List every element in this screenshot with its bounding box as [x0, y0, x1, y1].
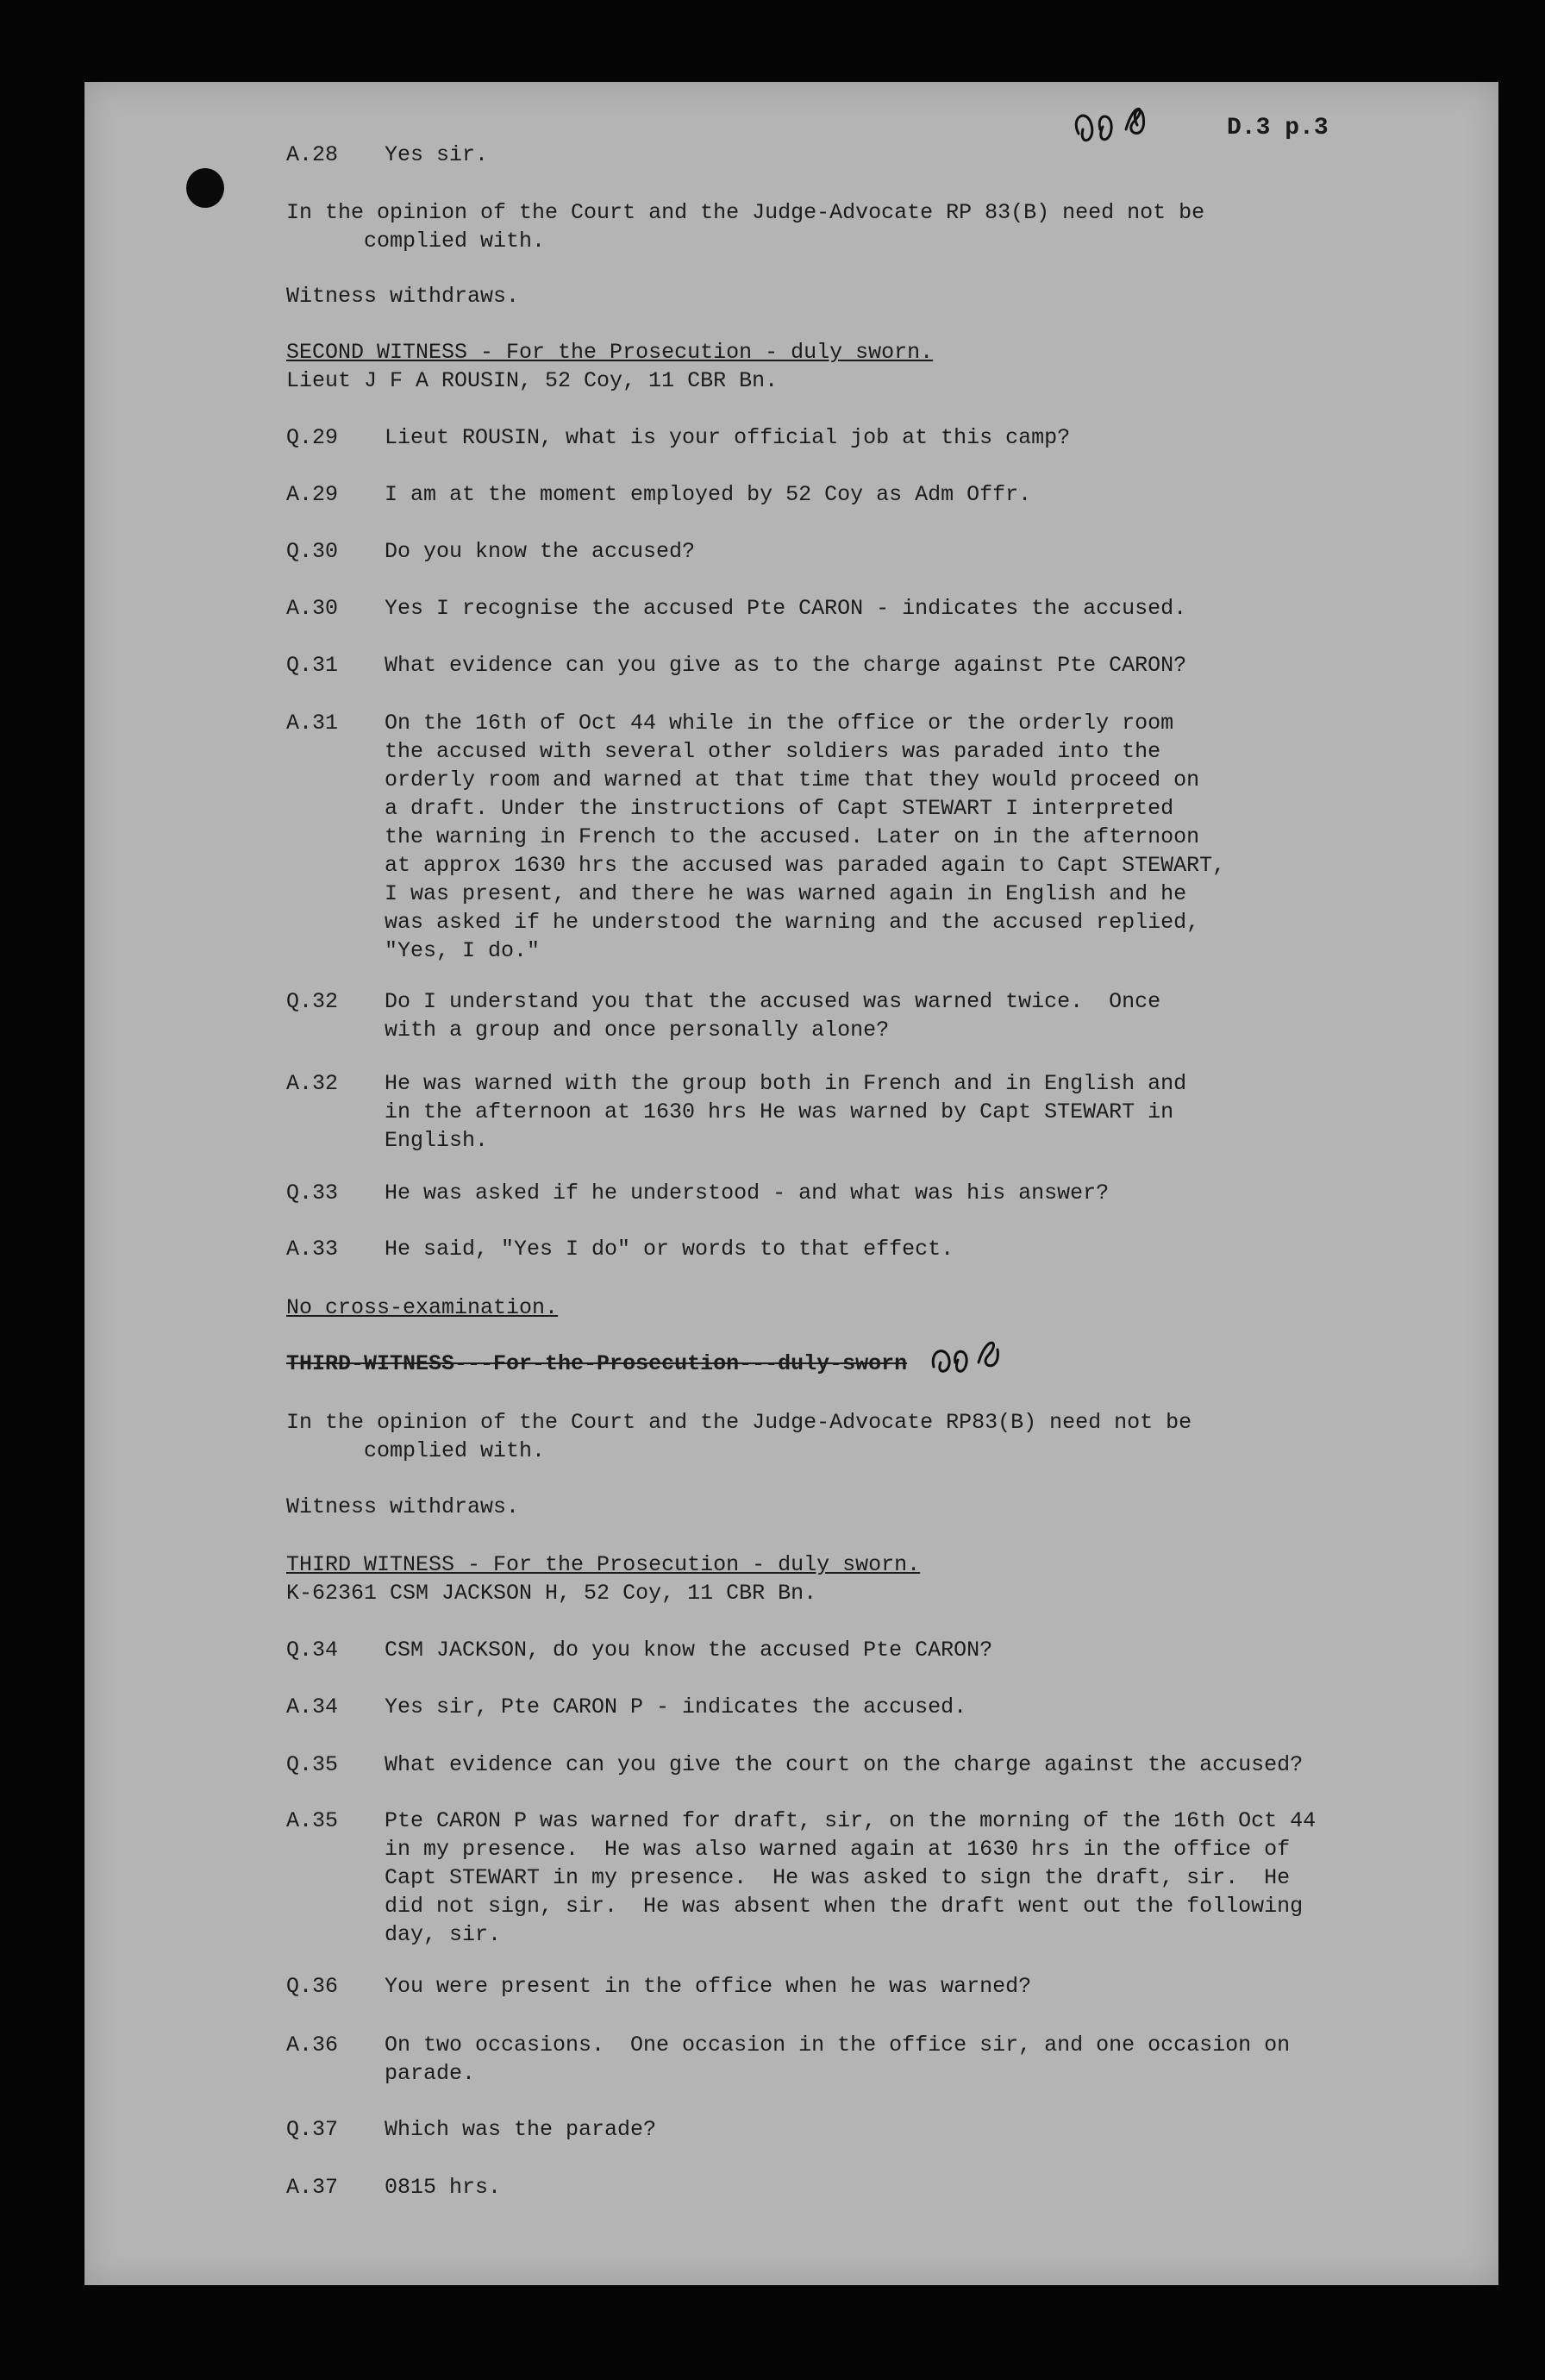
label-q35: Q.35 — [286, 1752, 339, 1777]
label-q37: Q.37 — [286, 2117, 339, 2142]
page-reference: D.3 p.3 — [1227, 115, 1329, 141]
label-a32: A.32 — [286, 1071, 339, 1096]
text-a35: Pte CARON P was warned for draft, sir, on the morning of the 16th Oct 44 in my presence. He was also warned again at 1630 hrs in the office of Capt STEWART in my presence. He was asked to sign the draft, sir. He did not sign, sir. He was absent when the draft went out the following day, sir. — [385, 1808, 1317, 1947]
text-a31: On the 16th of Oct 44 while in the office or the orderly room the accused with several other soldiers was paraded into the orderly room and warned at that time that they would proceed on a draft. Under the instructions of Capt STEWART I interpreted the warning in French to the accused. Later on in the afternoon at approx 1630 hrs the accused was paraded again to Capt STEWART, I was present, and there he was warned again in English and he was asked if he understood the warning and the accused replied, "Yes, I do." — [385, 711, 1226, 963]
witness-withdraws-2: Witness withdraws. — [286, 1494, 520, 1519]
third-witness-name: K-62361 CSM JACKSON H, 52 Coy, 11 CBR Bn. — [286, 1581, 817, 1606]
label-a36: A.36 — [286, 2032, 339, 2057]
text-a32: He was warned with the group both in French and in English and in the afternoon at 1630 hrs He was warned by Capt STEWART in English. — [385, 1071, 1187, 1153]
court-opinion-2: In the opinion of the Court and the Judge-Advocate RP83(B) need not be complied with. — [286, 1410, 1192, 1463]
text-q36: You were present in the office when he was warned? — [385, 1974, 1032, 1999]
punch-hole — [186, 168, 224, 208]
text-q34: CSM JACKSON, do you know the accused Pte CARON? — [385, 1638, 993, 1663]
text-q32: Do I understand you that the accused was warned twice. Once with a group and once personally alone? — [385, 989, 1161, 1043]
label-a37: A.37 — [286, 2175, 339, 2200]
label-a28: A.28 — [286, 142, 339, 167]
text-a33: He said, "Yes I do" or words to that effect. — [385, 1237, 954, 1262]
text-q33: He was asked if he understood - and what was his answer? — [385, 1181, 1110, 1206]
text-a34: Yes sir, Pte CARON P - indicates the accused. — [385, 1694, 967, 1719]
label-a34: A.34 — [286, 1694, 339, 1719]
second-witness-name: Lieut J F A ROUSIN, 52 Coy, 11 CBR Bn. — [286, 368, 779, 393]
court-opinion-1: In the opinion of the Court and the Judge-Advocate RP 83(B) need not be complied with. — [286, 200, 1205, 254]
label-q32: Q.32 — [286, 989, 339, 1014]
text-q31: What evidence can you give as to the charge against Pte CARON? — [385, 653, 1187, 678]
text-q35: What evidence can you give the court on the charge against the accused? — [385, 1752, 1304, 1777]
label-a33: A.33 — [286, 1237, 339, 1262]
text-q30: Do you know the accused? — [385, 539, 696, 564]
handwritten-initials — [1061, 82, 1191, 160]
handwritten-initials-2 — [925, 1324, 1029, 1384]
text-a29: I am at the moment employed by 52 Coy as Adm Offr. — [385, 482, 1032, 507]
label-q31: Q.31 — [286, 653, 339, 678]
label-a29: A.29 — [286, 482, 339, 507]
text-a30: Yes I recognise the accused Pte CARON - indicates the accused. — [385, 596, 1187, 621]
label-q34: Q.34 — [286, 1638, 339, 1663]
struck-third-witness: THIRD-WITNESS---For-the-Prosecution---duly-sworn — [286, 1351, 908, 1376]
no-cross-examination: No cross-examination. — [286, 1295, 559, 1320]
third-witness-heading: THIRD WITNESS - For the Prosecution - duly sworn. — [286, 1552, 921, 1577]
label-a30: A.30 — [286, 596, 339, 621]
label-a35: A.35 — [286, 1808, 339, 1833]
label-a31: A.31 — [286, 711, 339, 736]
second-witness-heading: SECOND WITNESS - For the Prosecution - duly sworn. — [286, 340, 934, 365]
witness-withdraws-1: Witness withdraws. — [286, 284, 520, 309]
label-q33: Q.33 — [286, 1181, 339, 1206]
text-q37: Which was the parade? — [385, 2117, 657, 2142]
label-q36: Q.36 — [286, 1974, 339, 1999]
text-a36: On two occasions. One occasion in the office sir, and one occasion on parade. — [385, 2032, 1291, 2086]
text-a37: 0815 hrs. — [385, 2175, 502, 2200]
document-page — [84, 82, 1498, 2285]
text-a28: Yes sir. — [385, 142, 489, 167]
label-q30: Q.30 — [286, 539, 339, 564]
text-q29: Lieut ROUSIN, what is your official job at this camp? — [385, 425, 1071, 450]
label-q29: Q.29 — [286, 425, 339, 450]
